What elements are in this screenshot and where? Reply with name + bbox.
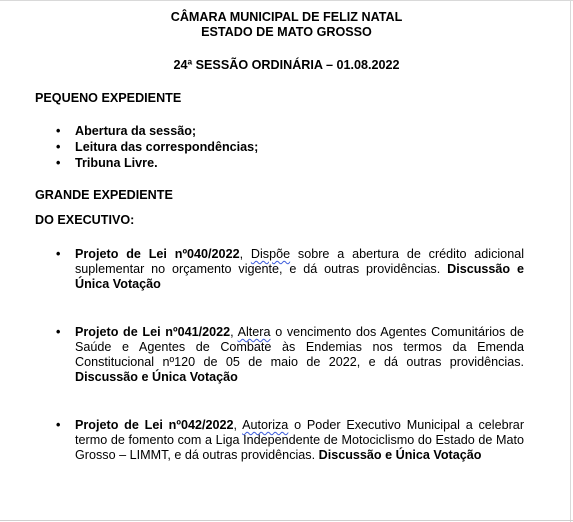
projeto-item-040: • Projeto de Lei nº040/2022, Dispõe sobre a abertura de crédito adicional suplementar no orçamento vigente, e dá outras providências. Discussão e Única Votação [56,247,524,291]
projeto-item-041: • Projeto de Lei nº041/2022, Altera o vencimento dos Agentes Comunitários de Saúde e Agentes de Combate às Endemias nos termos da Emenda Constitucional nº120 de 05 de maio de 2022, e dá outras providências. Discussão e Única Votação [56,325,524,384]
header-title: CÂMARA MUNICIPAL DE FELIZ NATAL [170,10,403,24]
projeto-verb: Autoriza [242,418,289,432]
bullet-icon: • [56,247,61,261]
executivo-heading: DO EXECUTIVO: [35,213,135,227]
bullet-icon: • [56,140,61,154]
page-border-top [0,0,573,1]
header-subtitle: ESTADO DE MATO GROSSO [201,25,372,39]
bullet-icon: • [56,418,61,432]
pequeno-expediente-list [56,123,258,171]
session-title: 24ª SESSÃO ORDINÁRIA – 01.08.2022 [173,58,400,72]
bullet-icon: • [56,124,61,138]
page-border-right [570,0,571,522]
projeto-verb: Dispõe [250,247,291,261]
bullet-icon: • [56,325,61,339]
projeto-ref: Projeto de Lei nº040/2022 [75,247,240,261]
grande-expediente-heading: GRANDE EXPEDIENTE [35,188,173,202]
list-item: • Abertura da sessão; [56,124,197,138]
page-border-bottom [0,520,573,521]
list-item: • Leitura das correspondências; [56,140,259,154]
projeto-description: o vencimento dos Agentes Comunitários de Saúde e Agentes de Combate às Endemias nos termos da Emenda Constitucional nº120 de 05 de maio de 2022, e dá outras providências. [75,325,524,369]
pequeno-expediente-heading: PEQUENO EXPEDIENTE [35,91,182,105]
bullet-icon: • [56,156,61,170]
projeto-voting: Discussão e Única Votação [75,262,524,291]
projeto-voting: Discussão e Única Votação [75,370,238,384]
projeto-description: sobre a abertura de crédito adicional suplementar no orçamento vigente, e dá outras providências. [75,247,524,276]
projeto-description: o Poder Executivo Municipal a celebrar termo de fomento com a Liga Independente de Motociclismo do Estado de Mato Grosso – LIMMT, e dá outras providências. [75,418,525,462]
projeto-voting: Discussão e Única Votação [318,448,482,462]
projeto-ref: Projeto de Lei nº042/2022 [75,418,234,432]
projeto-ref: Projeto de Lei nº041/2022 [75,325,231,339]
projeto-verb: Altera [237,325,271,339]
projeto-item-042: • Projeto de Lei nº042/2022, Autoriza o Poder Executivo Municipal a celebrar termo de fomento com a Liga Independente de Motociclismo do Estado de Mato Grosso – LIMMT, e dá outras providências. Discussão e Única Votação [56,418,525,462]
list-item: • Tribuna Livre. [56,156,158,170]
